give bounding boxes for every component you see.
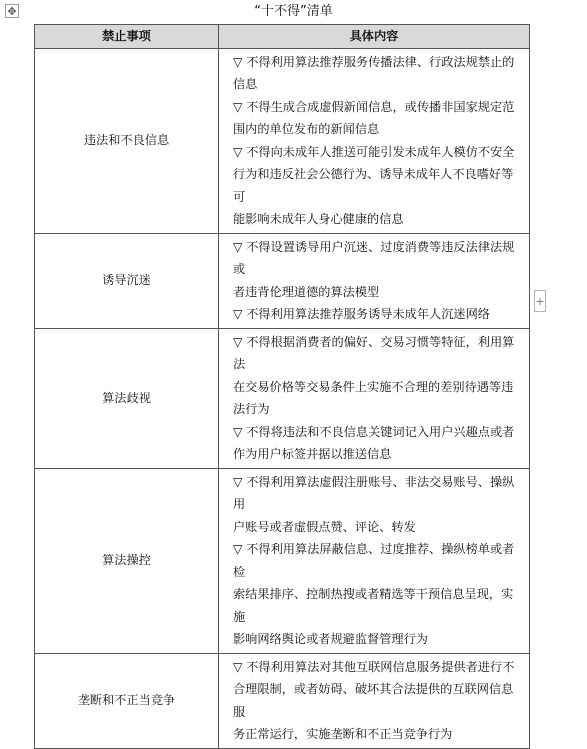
content-line: 围内的单位发布的新闻信息	[233, 122, 380, 136]
table-row	[35, 328, 530, 468]
table-row	[35, 48, 530, 233]
content-cell	[219, 653, 530, 748]
content-line: 能影响未成年人身心健康的信息	[233, 212, 404, 226]
content-cell	[219, 328, 530, 468]
content-line: 信息	[233, 77, 258, 91]
category-cell: 垄断和不正当竞争	[35, 653, 219, 748]
content-cell	[219, 48, 530, 233]
content-line: ▽ 不得利用算法对其他互联网信息服务提供者进行不	[233, 659, 515, 674]
table-header-row	[35, 25, 530, 49]
content-line: ▽ 不得将违法和不良信息关键词记入用户兴趣点或者	[233, 424, 515, 439]
content-line: 者违背伦理道德的算法模型	[233, 284, 380, 299]
content-line: ▽ 不得生成合成虚假新闻信息，或传播非国家规定范	[233, 99, 515, 114]
document-title: “十不得”清单	[254, 4, 333, 19]
category-cell: 诱导沉迷	[35, 233, 219, 328]
category-cell: 算法操控	[35, 468, 219, 653]
content-line: ▽ 不得根据消费者的偏好、交易习惯等特征，利用算法	[233, 334, 515, 371]
table-row	[35, 468, 530, 653]
content-line: ▽ 不得利用算法推荐服务诱导未成年人沉迷网络	[233, 307, 490, 321]
content-line: 务正常运行，实施垄断和不正当竞争行为	[233, 727, 453, 741]
add-column-plus-icon[interactable]: +	[534, 290, 546, 312]
content-line: ▽ 不得利用算法虚假注册账号、非法交易账号、操纵用	[233, 474, 515, 511]
content-line: ▽ 不得向未成年人推送可能引发未成年人模仿不安全	[233, 144, 515, 159]
content-line: 在交易价格等交易条件上实施不合理的差别待遇等违	[233, 379, 514, 394]
content-line: 影响网络舆论或者规避监督管理行为	[233, 632, 428, 646]
table-row	[35, 653, 530, 748]
content-line: 行为和违反社会公德行为、诱导未成年人不良嗜好等可	[233, 167, 514, 204]
prohibition-table	[34, 24, 530, 749]
header-prohibited-item: 禁止事项	[35, 25, 219, 49]
content-line: 法行为	[233, 402, 270, 416]
content-cell	[219, 468, 530, 653]
content-line: 作为用户标签并据以推送信息	[233, 447, 392, 461]
table-row	[35, 233, 530, 328]
content-line: ▽ 不得设置诱导用户沉迷、过度消费等违反法律法规或	[233, 239, 515, 276]
category-cell: 算法歧视	[35, 328, 219, 468]
content-cell	[219, 233, 530, 328]
table-move-handle-icon[interactable]: ✥	[5, 4, 19, 18]
content-line: ▽ 不得利用算法屏蔽信息、过度推荐、操纵榜单或者检	[233, 542, 515, 579]
content-line: 索结果排序、控制热搜或者精选等干预信息呈现，实施	[233, 587, 514, 624]
content-line: 合理限制，或者妨碍、破坏其合法提供的互联网信息服	[233, 682, 514, 719]
category-cell: 违法和不良信息	[35, 48, 219, 233]
header-specific-content: 具体内容	[219, 25, 530, 49]
content-line: ▽ 不得利用算法推荐服务传播法律、行政法规禁止的	[233, 54, 515, 69]
content-line: 户账号或者虚假点赞、评论、转发	[233, 519, 416, 534]
